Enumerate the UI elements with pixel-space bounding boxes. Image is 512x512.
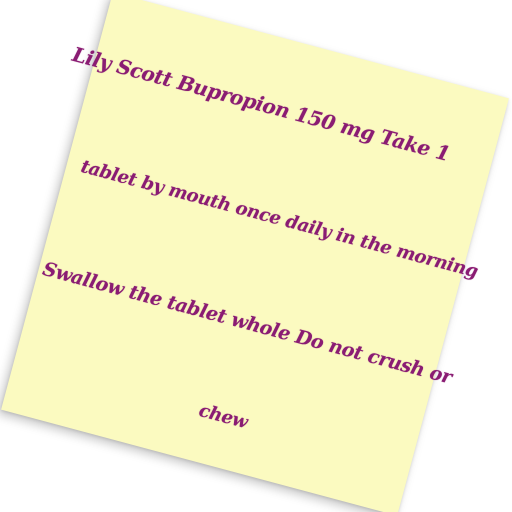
note-line-instruction: Swallow the tablet whole Do not crush or bbox=[40, 258, 455, 389]
note-line-frequency: tablet by mouth once daily in the morning bbox=[78, 156, 481, 283]
note-line-patient-drug-dose: Lily Scott Bupropion 150 mg Take 1 bbox=[69, 42, 453, 167]
note-line-instruction-end: chew bbox=[196, 400, 250, 434]
